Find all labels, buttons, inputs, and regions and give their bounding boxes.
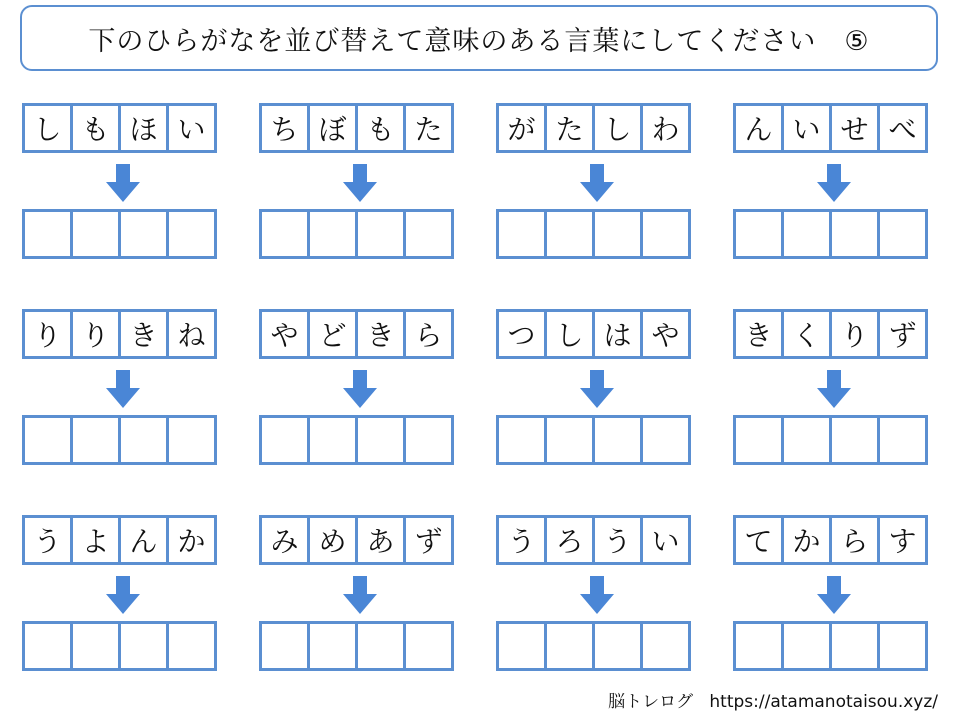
- answer-box[interactable]: [592, 621, 643, 671]
- page-title: 下のひらがなを並び替えて意味のある言葉にしてください ⑤: [88, 25, 870, 57]
- answer-row: [733, 209, 928, 259]
- scrambled-char: ず: [403, 515, 454, 565]
- answer-row: [496, 415, 691, 465]
- answer-box[interactable]: [829, 621, 880, 671]
- scrambled-char: は: [592, 309, 643, 359]
- scrambled-char: ず: [877, 309, 928, 359]
- scrambled-char: て: [733, 515, 784, 565]
- scrambled-char: み: [259, 515, 310, 565]
- answer-box[interactable]: [403, 621, 454, 671]
- puzzle-8: [733, 309, 937, 465]
- scrambled-char: う: [496, 515, 547, 565]
- scrambled-row: [22, 309, 217, 359]
- answer-box[interactable]: [118, 415, 169, 465]
- footer: [608, 687, 938, 712]
- puzzle-9: [22, 515, 226, 671]
- arrow-down-icon: [106, 370, 140, 408]
- puzzle-4: [733, 103, 937, 259]
- answer-box[interactable]: [781, 415, 832, 465]
- answer-box[interactable]: [733, 415, 784, 465]
- scrambled-row: [733, 103, 928, 153]
- answer-box[interactable]: [829, 415, 880, 465]
- answer-box[interactable]: [544, 415, 595, 465]
- arrow-down-icon: [580, 370, 614, 408]
- answer-box[interactable]: [307, 415, 358, 465]
- answer-box[interactable]: [544, 209, 595, 259]
- page-title-box: [20, 5, 938, 71]
- scrambled-row: [496, 515, 691, 565]
- scrambled-char: く: [781, 309, 832, 359]
- puzzle-5: [22, 309, 226, 465]
- scrambled-char: し: [592, 103, 643, 153]
- answer-row: [496, 209, 691, 259]
- scrambled-char: ほ: [118, 103, 169, 153]
- puzzle-11: [496, 515, 700, 671]
- scrambled-char: ね: [166, 309, 217, 359]
- answer-box[interactable]: [166, 209, 217, 259]
- scrambled-char: よ: [70, 515, 121, 565]
- answer-box[interactable]: [733, 209, 784, 259]
- scrambled-char: き: [118, 309, 169, 359]
- scrambled-char: り: [22, 309, 73, 359]
- answer-box[interactable]: [829, 209, 880, 259]
- answer-box[interactable]: [544, 621, 595, 671]
- scrambled-char: べ: [877, 103, 928, 153]
- scrambled-char: ち: [259, 103, 310, 153]
- answer-row: [22, 415, 217, 465]
- arrow-down-icon: [106, 164, 140, 202]
- scrambled-char: つ: [496, 309, 547, 359]
- answer-box[interactable]: [496, 209, 547, 259]
- answer-box[interactable]: [259, 621, 310, 671]
- answer-box[interactable]: [640, 415, 691, 465]
- puzzle-6: [259, 309, 463, 465]
- answer-row: [496, 621, 691, 671]
- arrow-down-icon: [343, 164, 377, 202]
- arrow-down-icon: [817, 164, 851, 202]
- scrambled-char: た: [403, 103, 454, 153]
- answer-row: [259, 209, 454, 259]
- answer-box[interactable]: [403, 209, 454, 259]
- scrambled-char: も: [70, 103, 121, 153]
- scrambled-row: [259, 309, 454, 359]
- puzzle-7: [496, 309, 700, 465]
- scrambled-char: う: [22, 515, 73, 565]
- scrambled-char: き: [733, 309, 784, 359]
- scrambled-char: う: [592, 515, 643, 565]
- scrambled-row: [259, 103, 454, 153]
- scrambled-row: [22, 103, 217, 153]
- answer-box[interactable]: [70, 415, 121, 465]
- arrow-down-icon: [343, 370, 377, 408]
- answer-box[interactable]: [259, 415, 310, 465]
- footer-brand: 脳トレログ: [608, 692, 694, 712]
- answer-box[interactable]: [355, 209, 406, 259]
- scrambled-char: ら: [829, 515, 880, 565]
- arrow-down-icon: [106, 576, 140, 614]
- scrambled-char: め: [307, 515, 358, 565]
- answer-box[interactable]: [877, 415, 928, 465]
- scrambled-char: り: [70, 309, 121, 359]
- puzzle-3: [496, 103, 700, 259]
- scrambled-row: [733, 309, 928, 359]
- scrambled-char: き: [355, 309, 406, 359]
- arrow-down-icon: [580, 576, 614, 614]
- scrambled-char: す: [877, 515, 928, 565]
- scrambled-char: ら: [403, 309, 454, 359]
- scrambled-row: [496, 103, 691, 153]
- scrambled-char: か: [166, 515, 217, 565]
- answer-box[interactable]: [70, 209, 121, 259]
- scrambled-char: ろ: [544, 515, 595, 565]
- puzzle-10: [259, 515, 463, 671]
- scrambled-char: が: [496, 103, 547, 153]
- arrow-down-icon: [343, 576, 377, 614]
- scrambled-char: や: [640, 309, 691, 359]
- answer-box[interactable]: [781, 621, 832, 671]
- scrambled-row: [496, 309, 691, 359]
- scrambled-char: か: [781, 515, 832, 565]
- puzzle-1: [22, 103, 226, 259]
- scrambled-char: い: [781, 103, 832, 153]
- scrambled-char: あ: [355, 515, 406, 565]
- answer-row: [22, 209, 217, 259]
- scrambled-char: い: [166, 103, 217, 153]
- footer-url[interactable]: https://atamanotaisou.xyz/: [709, 692, 938, 712]
- answer-row: [733, 415, 928, 465]
- answer-box[interactable]: [640, 621, 691, 671]
- answer-row: [259, 621, 454, 671]
- scrambled-row: [22, 515, 217, 565]
- scrambled-char: ん: [733, 103, 784, 153]
- answer-box[interactable]: [877, 621, 928, 671]
- answer-box[interactable]: [259, 209, 310, 259]
- answer-box[interactable]: [592, 209, 643, 259]
- puzzle-2: [259, 103, 463, 259]
- answer-box[interactable]: [496, 415, 547, 465]
- answer-box[interactable]: [166, 415, 217, 465]
- answer-box[interactable]: [118, 621, 169, 671]
- scrambled-char: ぼ: [307, 103, 358, 153]
- scrambled-char: わ: [640, 103, 691, 153]
- answer-box[interactable]: [22, 415, 73, 465]
- puzzle-12: [733, 515, 937, 671]
- answer-box[interactable]: [307, 209, 358, 259]
- answer-box[interactable]: [877, 209, 928, 259]
- scrambled-char: ど: [307, 309, 358, 359]
- answer-box[interactable]: [118, 209, 169, 259]
- answer-box[interactable]: [640, 209, 691, 259]
- scrambled-row: [259, 515, 454, 565]
- scrambled-char: や: [259, 309, 310, 359]
- answer-box[interactable]: [355, 621, 406, 671]
- answer-box[interactable]: [22, 209, 73, 259]
- scrambled-char: も: [355, 103, 406, 153]
- answer-box[interactable]: [355, 415, 406, 465]
- scrambled-char: し: [544, 309, 595, 359]
- answer-box[interactable]: [70, 621, 121, 671]
- answer-row: [733, 621, 928, 671]
- arrow-down-icon: [817, 576, 851, 614]
- scrambled-row: [733, 515, 928, 565]
- answer-box[interactable]: [22, 621, 73, 671]
- answer-box[interactable]: [781, 209, 832, 259]
- scrambled-char: せ: [829, 103, 880, 153]
- scrambled-char: ん: [118, 515, 169, 565]
- scrambled-char: り: [829, 309, 880, 359]
- answer-row: [22, 621, 217, 671]
- answer-box[interactable]: [307, 621, 358, 671]
- arrow-down-icon: [817, 370, 851, 408]
- answer-box[interactable]: [496, 621, 547, 671]
- arrow-down-icon: [580, 164, 614, 202]
- answer-box[interactable]: [592, 415, 643, 465]
- scrambled-char: い: [640, 515, 691, 565]
- answer-box[interactable]: [403, 415, 454, 465]
- scrambled-char: し: [22, 103, 73, 153]
- answer-row: [259, 415, 454, 465]
- answer-box[interactable]: [166, 621, 217, 671]
- answer-box[interactable]: [733, 621, 784, 671]
- scrambled-char: た: [544, 103, 595, 153]
